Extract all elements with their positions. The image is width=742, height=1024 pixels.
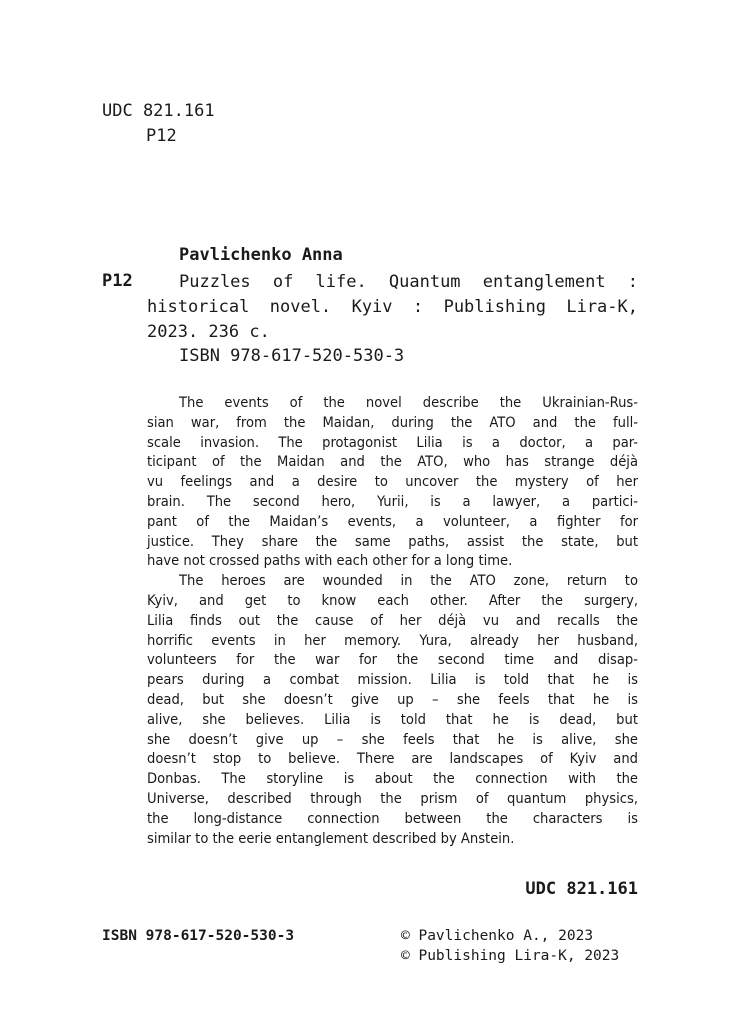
author-name: Pavlichenko Anna — [179, 245, 343, 265]
annotation-line: The heroes are wounded in the ATO zone, return to — [179, 572, 638, 590]
annotation-line: the long-distance connection between the characters is — [147, 809, 638, 827]
annotation-line: have not crossed paths with each other for a long time. — [147, 552, 513, 570]
annotation-line: horrific events in her memory. Yura, already her husband, — [147, 631, 638, 649]
annotation-line: ticipant of the Maidan and the ATO, who has strange déjà — [147, 453, 638, 471]
annotation-line: Universe, described through the prism of quantum physics, — [147, 789, 638, 807]
copyright-author: © Pavlichenko A., 2023 — [401, 928, 594, 944]
bibliographic-description — [147, 270, 638, 345]
annotation-line: vu feelings and a desire to uncover the mystery of her — [147, 473, 638, 491]
copyright-block — [401, 926, 619, 966]
annotation-line: dead, but she doesn’t give up – she feels that he is — [147, 690, 638, 708]
annotation-text — [147, 393, 638, 848]
annotation-line: scale invasion. The protagonist Lilia is a doctor, a par- — [147, 433, 638, 451]
annotation-line: pant of the Maidan’s events, a volunteer, a fighter for — [147, 512, 638, 530]
isbn-entry: ISBN 978-617-520-530-3 — [179, 346, 405, 366]
annotation-line: Lilia finds out the cause of her déjà vu and recalls the — [147, 611, 638, 629]
annotation-line: doesn’t stop to believe. There are landscapes of Kyiv and — [147, 750, 638, 768]
bib-line: 2023. 236 c. — [147, 322, 270, 342]
annotation-line: Kyiv, and get to know each other. After the surgery, — [147, 591, 638, 609]
author-sign: P12 — [102, 271, 133, 291]
copyright-publisher: © Publishing Lira-K, 2023 — [401, 948, 620, 964]
annotation-line: Donbas. The storyline is about the connection with the — [147, 770, 638, 788]
bib-line: Puzzles of life. Quantum entanglement : — [179, 272, 638, 292]
annotation-line: The events of the novel describe the Ukrainian-Rus- — [179, 394, 638, 411]
bib-line: historical novel. Kyiv : Publishing Lira-K, — [147, 297, 638, 317]
udc-code-header: UDC 821.161 — [102, 101, 215, 121]
annotation-line: brain. The second hero, Yurii, is a lawyer, a partici- — [147, 492, 638, 510]
annotation-line: volunteers for the war for the second time and disap- — [147, 651, 638, 669]
annotation-line: similar to the eerie entanglement described by Anstein. — [147, 829, 515, 847]
annotation-line: she doesn’t give up – she feels that he is alive, she — [147, 730, 638, 748]
udc-code-footer: UDC 821.161 — [525, 879, 638, 899]
annotation-line: justice. They share the same paths, assist the state, but — [147, 532, 638, 550]
annotation-line: pears during a combat mission. Lilia is told that he is — [147, 671, 638, 689]
annotation-line: sian war, from the Maidan, during the ATO and the full- — [147, 413, 638, 431]
annotation-line: alive, she believes. Lilia is told that he is dead, but — [147, 710, 638, 728]
author-index-header: P12 — [146, 126, 177, 146]
isbn-footer: ISBN 978-617-520-530-3 — [102, 928, 295, 944]
